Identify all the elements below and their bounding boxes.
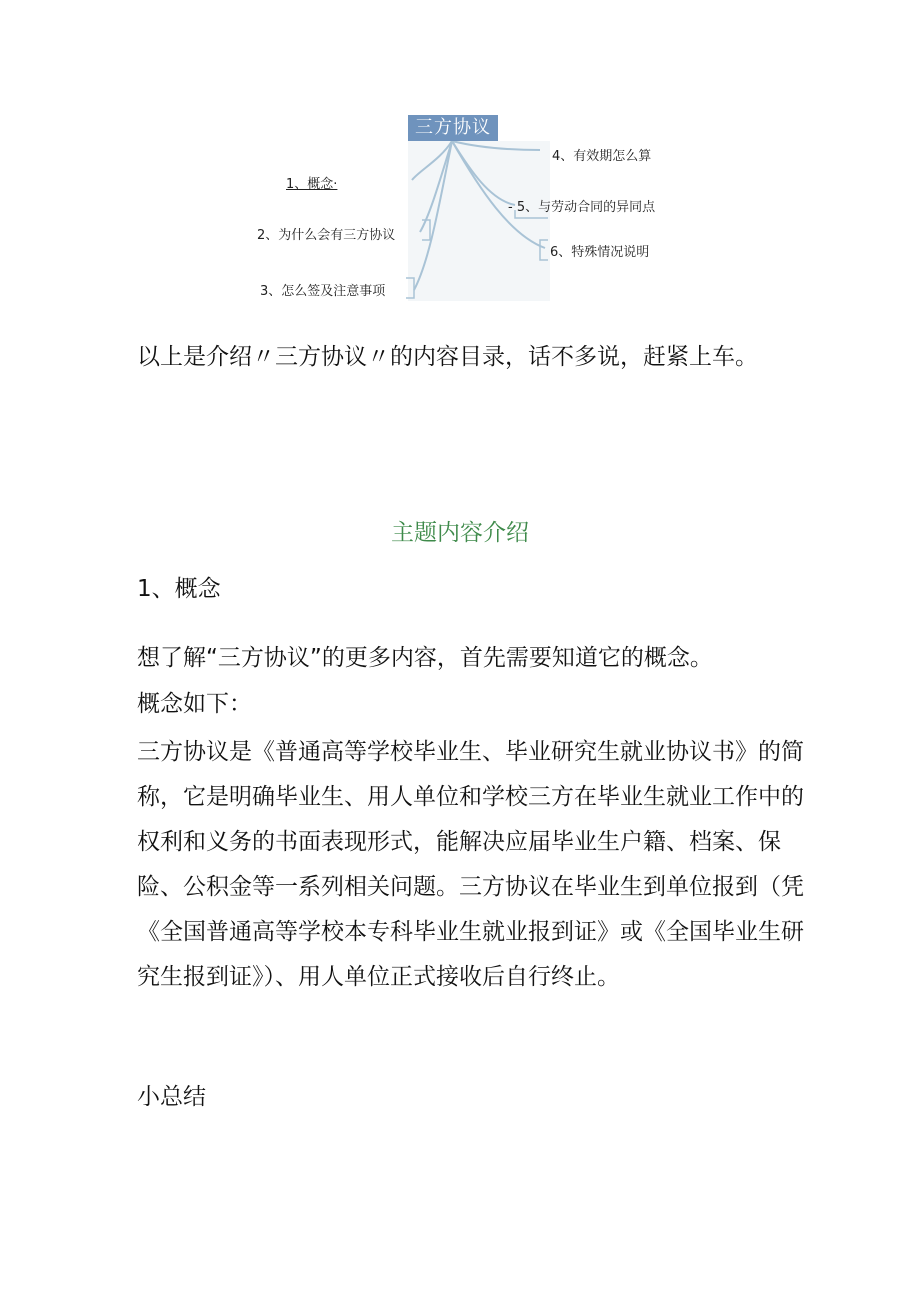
concept-paragraph-1: 想了解“三方协议”的更多内容，首先需要知道它的概念。	[137, 645, 713, 671]
concept-heading: 1、概念	[137, 576, 221, 602]
mindmap-node-2: 2、为什么会有三方协议	[257, 228, 396, 243]
concept-paragraph-3: 三方协议是《普通高等学校毕业生、毕业研究生就业协议书》的简称，它是明确毕业生、用人单位和学校三方在毕业生就业工作中的权利和义务的书面表现形式，能解决应届毕业生户籍、档案、保险、公积金等一系列相关问题。三方协议在毕业生到单位报到（凭《全国普通高等学校本专科毕业生就业报到证》或《全国毕业生研究生报到证》）、用人单位正式接收后自行终止。	[137, 739, 804, 990]
mindmap-connectors	[0, 0, 920, 320]
mindmap-node-3: 3、怎么签及注意事项	[260, 284, 386, 299]
summary-heading: 小总结	[137, 1084, 206, 1110]
concept-paragraph-2: 概念如下：	[137, 691, 252, 717]
mindmap-node-5: - 5、与劳动合同的异同点	[508, 200, 656, 215]
intro-paragraph: 以上是介绍〃三方协议〃的内容目录，话不多说，赶紧上车。	[137, 344, 758, 370]
mindmap-node-4: 4、有效期怎么算	[552, 149, 652, 164]
mindmap-node-6: 6、特殊情况说明	[550, 245, 650, 260]
section-title: 主题内容介绍	[391, 520, 529, 546]
mindmap-root: 三方协议	[408, 115, 498, 141]
mindmap-node-1: 1、概念·	[286, 177, 338, 192]
mindmap	[0, 0, 920, 320]
